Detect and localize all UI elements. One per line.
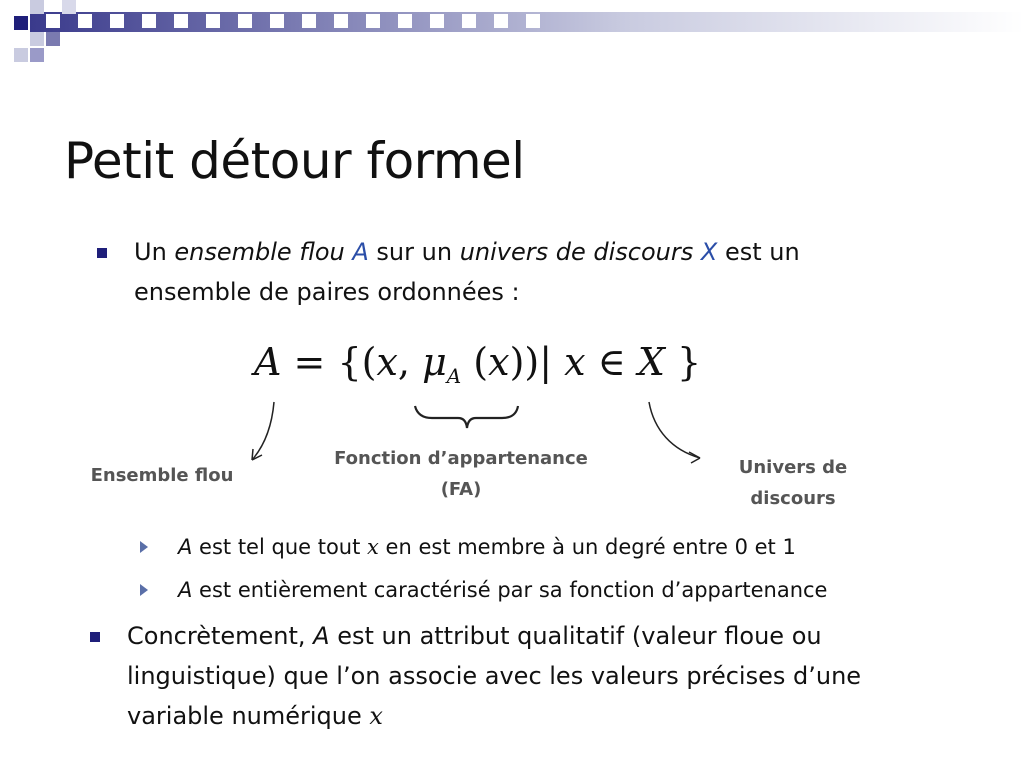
bullet-text-definition: Un ensemble flou A sur un univers de discours X est un ensemble de paires ordonnées : bbox=[134, 238, 800, 306]
annotation-fonction-appartenance: Fonction d’appartenance (FA) bbox=[334, 448, 588, 500]
sub-bullet-triangle-icon bbox=[140, 584, 148, 596]
brace-fonction-appartenance bbox=[415, 406, 518, 428]
bullet-text-concretement: Concrètement, A est un attribut qualitatif (valeur floue ou linguistique) que l’on associe avec les valeurs précises d’une variable numérique x bbox=[127, 622, 862, 730]
fuzzy-set-formula: A = {(x, $\mu_A$ (x))| x ∈ X } bbox=[254, 340, 702, 388]
annotation-univers-discours: Univers de discours bbox=[738, 457, 848, 509]
bullet-square-icon bbox=[90, 632, 100, 642]
annotation-ensemble-flou: Ensemble flou bbox=[90, 465, 234, 486]
page-title: Petit détour formel bbox=[64, 132, 525, 190]
sub-bullet-characterized: A est entièrement caractérisé par sa fonction d’appartenance bbox=[178, 578, 828, 602]
sub-bullet-triangle-icon bbox=[140, 541, 148, 553]
arrow-ensemble-flou bbox=[252, 402, 274, 460]
sub-bullet-degree: A est tel que tout x en est membre à un degré entre 0 et 1 bbox=[178, 535, 796, 559]
arrow-univers-discours bbox=[649, 402, 700, 458]
